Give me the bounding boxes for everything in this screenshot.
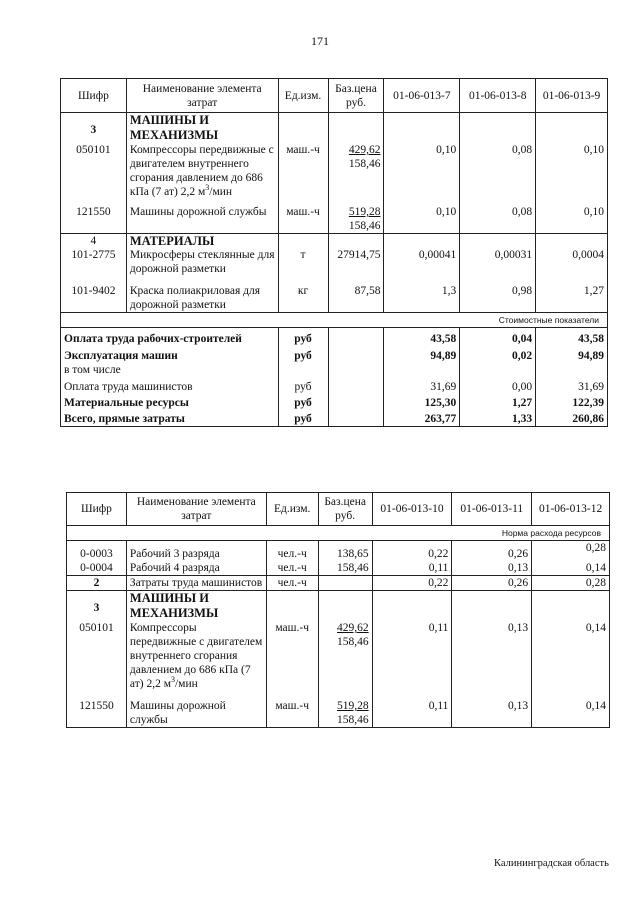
header-unit: Ед.изм.: [266, 493, 318, 526]
table-row: [61, 205, 608, 234]
summary-value-3: 43,58: [536, 328, 608, 347]
row-code: 101-9402: [61, 276, 127, 313]
row-value-3: 0,14: [532, 621, 610, 699]
summary-value-3: 94,89: [536, 346, 608, 363]
row-value-1: 1,3: [384, 276, 460, 313]
row-value-1: 0,00041: [384, 248, 460, 276]
row-value-1: 0,10: [384, 205, 460, 234]
table-row: [61, 143, 608, 205]
header-col-3: 01-06-013-9: [536, 79, 608, 113]
row-name: Микросферы стеклянные для дорожной разметки: [126, 248, 278, 276]
header-col-3: 01-06-013-12: [532, 493, 610, 526]
header-code: Шифр: [61, 79, 127, 113]
summary-name: Материальные ресурсы: [61, 394, 279, 410]
norm-label-row: [67, 526, 610, 541]
summary-value-2: 0,02: [460, 346, 536, 363]
row-code: 050101: [67, 621, 127, 699]
header-code: Шифр: [67, 493, 127, 526]
row-value-1: 0,22: [372, 576, 452, 591]
row-value-2: 0,13: [452, 621, 532, 699]
header-price: Баз.цена руб.: [328, 79, 384, 113]
header-name: Наименование элемента затрат: [126, 493, 266, 526]
page-number: 171: [311, 34, 329, 48]
summary-value-1: 31,69: [384, 377, 460, 394]
table-header-row: [67, 493, 610, 526]
row-value-2: 0,13: [452, 561, 532, 576]
row-price: 138,65: [318, 541, 372, 562]
row-code: 0-0003: [67, 541, 127, 562]
section-name: МАТЕРИАЛЫ: [126, 234, 278, 249]
row-value-1: 0,22: [372, 541, 452, 562]
row-price: 519,28 158,46: [318, 699, 372, 728]
row-value-2: 0,00031: [460, 248, 536, 276]
summary-value-2: 0,04: [460, 328, 536, 347]
section-row: [61, 234, 608, 249]
summary-value-1: 43,58: [384, 328, 460, 347]
summary-value-2: 1,33: [460, 410, 536, 427]
header-col-2: 01-06-013-8: [460, 79, 536, 113]
row-value-3: 0,28: [532, 541, 610, 562]
table-row: [61, 276, 608, 313]
header-price: Баз.цена руб.: [318, 493, 372, 526]
row-price: 429,62 158,46: [318, 621, 372, 699]
table-header-row: [61, 79, 608, 113]
row-name: Компрессоры передвижные с двигателем внутреннего сгорания давлением до 686 кПа (7 ат) 2,2 $м^3$/мин: [126, 621, 266, 699]
row-unit: кг: [278, 276, 328, 313]
row-unit: маш.-ч: [278, 205, 328, 234]
header-unit: Ед.изм.: [278, 79, 328, 113]
row-name: Рабочий 4 разряда: [126, 561, 266, 576]
cost-label: Стоимостные показатели: [460, 313, 608, 328]
summary-row: [61, 377, 608, 394]
row-value-3: 0,14: [532, 699, 610, 728]
summary-name: Эксплуатация машин: [61, 346, 279, 363]
section-row: [67, 591, 610, 622]
norm-label: Норма расхода ресурсов: [452, 526, 610, 541]
row-price: 429,62 158,46: [328, 143, 384, 205]
summary-unit: руб: [278, 410, 328, 427]
row-code: 121550: [67, 699, 127, 728]
section-name: МАШИНЫ И МЕХАНИЗМЫ: [126, 113, 278, 144]
row-unit: маш.-ч: [266, 699, 318, 728]
row-name: Машины дорожной службы: [126, 699, 266, 728]
row-name: Рабочий 3 разряда: [126, 541, 266, 562]
row-code: 121550: [61, 205, 127, 234]
summary-row: [61, 410, 608, 427]
row-value-2: 0,26: [452, 541, 532, 562]
section-code: 4: [61, 234, 127, 249]
row-unit: чел.-ч: [266, 541, 318, 562]
row-name: Краска полиакриловая для дорожной разметки: [126, 276, 278, 313]
row-unit: маш.-ч: [278, 143, 328, 205]
summary-name: Оплата труда рабочих-строителей: [61, 328, 279, 347]
section-code: 3: [67, 591, 127, 622]
row-name: Затраты труда машинистов: [126, 576, 266, 591]
cost-label-row: [61, 313, 608, 328]
row-value-2: 0,08: [460, 143, 536, 205]
row-code: 101-2775: [61, 248, 127, 276]
row-value-2: 0,26: [452, 576, 532, 591]
table-row: [67, 621, 610, 699]
row-unit: чел.-ч: [266, 561, 318, 576]
row-price: 27914,75: [328, 248, 384, 276]
section-name: МАШИНЫ И МЕХАНИЗМЫ: [126, 591, 266, 622]
row-code: 0-0004: [67, 561, 127, 576]
row-value-1: 0,10: [384, 143, 460, 205]
region-footer: Калининградская область: [494, 858, 609, 869]
summary-row: [61, 394, 608, 410]
summary-unit: руб: [278, 377, 328, 394]
row-value-1: 0,11: [372, 699, 452, 728]
row-value-2: 0,13: [452, 699, 532, 728]
header-col-1: 01-06-013-10: [372, 493, 452, 526]
row-value-2: 0,98: [460, 276, 536, 313]
summary-value-1: 94,89: [384, 346, 460, 363]
row-value-3: 0,0004: [536, 248, 608, 276]
summary-value-3: 122,39: [536, 394, 608, 410]
table-row: [67, 576, 610, 591]
header-col-2: 01-06-013-11: [452, 493, 532, 526]
table-row: [67, 541, 610, 562]
table-row: [67, 561, 610, 576]
section-code: 3: [61, 113, 127, 144]
table-row: [61, 248, 608, 276]
summary-value-3: 260,86: [536, 410, 608, 427]
table-row: [67, 699, 610, 728]
row-value-3: 0,14: [532, 561, 610, 576]
header-col-1: 01-06-013-7: [384, 79, 460, 113]
row-value-1: 0,11: [372, 621, 452, 699]
summary-row: [61, 363, 608, 377]
summary-value-1: 263,77: [384, 410, 460, 427]
row-price: 87,58: [328, 276, 384, 313]
summary-unit: руб: [278, 328, 328, 347]
summary-name: Всего, прямые затраты: [61, 410, 279, 427]
row-value-3: 1,27: [536, 276, 608, 313]
row-value-3: 0,10: [536, 205, 608, 234]
row-price: 158,46: [318, 561, 372, 576]
row-value-3: 0,28: [532, 576, 610, 591]
summary-row: [61, 346, 608, 363]
resource-table-2: [66, 492, 610, 728]
row-value-1: 0,11: [372, 561, 452, 576]
summary-value-2: 0,00: [460, 377, 536, 394]
section-row: [61, 113, 608, 144]
summary-value-1: 125,30: [384, 394, 460, 410]
summary-unit: руб: [278, 394, 328, 410]
row-unit: маш.-ч: [266, 621, 318, 699]
row-price: 519,28 158,46: [328, 205, 384, 234]
summary-name: в том числе: [61, 363, 279, 377]
header-name: Наименование элемента затрат: [126, 79, 278, 113]
summary-row: [61, 328, 608, 347]
summary-value-2: 1,27: [460, 394, 536, 410]
row-name: Компрессоры передвижные с двигателем внутреннего сгорания давлением до 686 кПа (7 ат) 2,2 $м^3$/мин: [126, 143, 278, 205]
row-value-3: 0,10: [536, 143, 608, 205]
row-unit: т: [278, 248, 328, 276]
summary-unit: руб: [278, 346, 328, 363]
summary-value-3: 31,69: [536, 377, 608, 394]
row-name: Машины дорожной службы: [126, 205, 278, 234]
row-value-2: 0,08: [460, 205, 536, 234]
row-code: 2: [67, 576, 127, 591]
row-code: 050101: [61, 143, 127, 205]
resource-table-1: [60, 78, 608, 427]
summary-name: Оплата труда машинистов: [61, 377, 279, 394]
row-unit: чел.-ч: [266, 576, 318, 591]
